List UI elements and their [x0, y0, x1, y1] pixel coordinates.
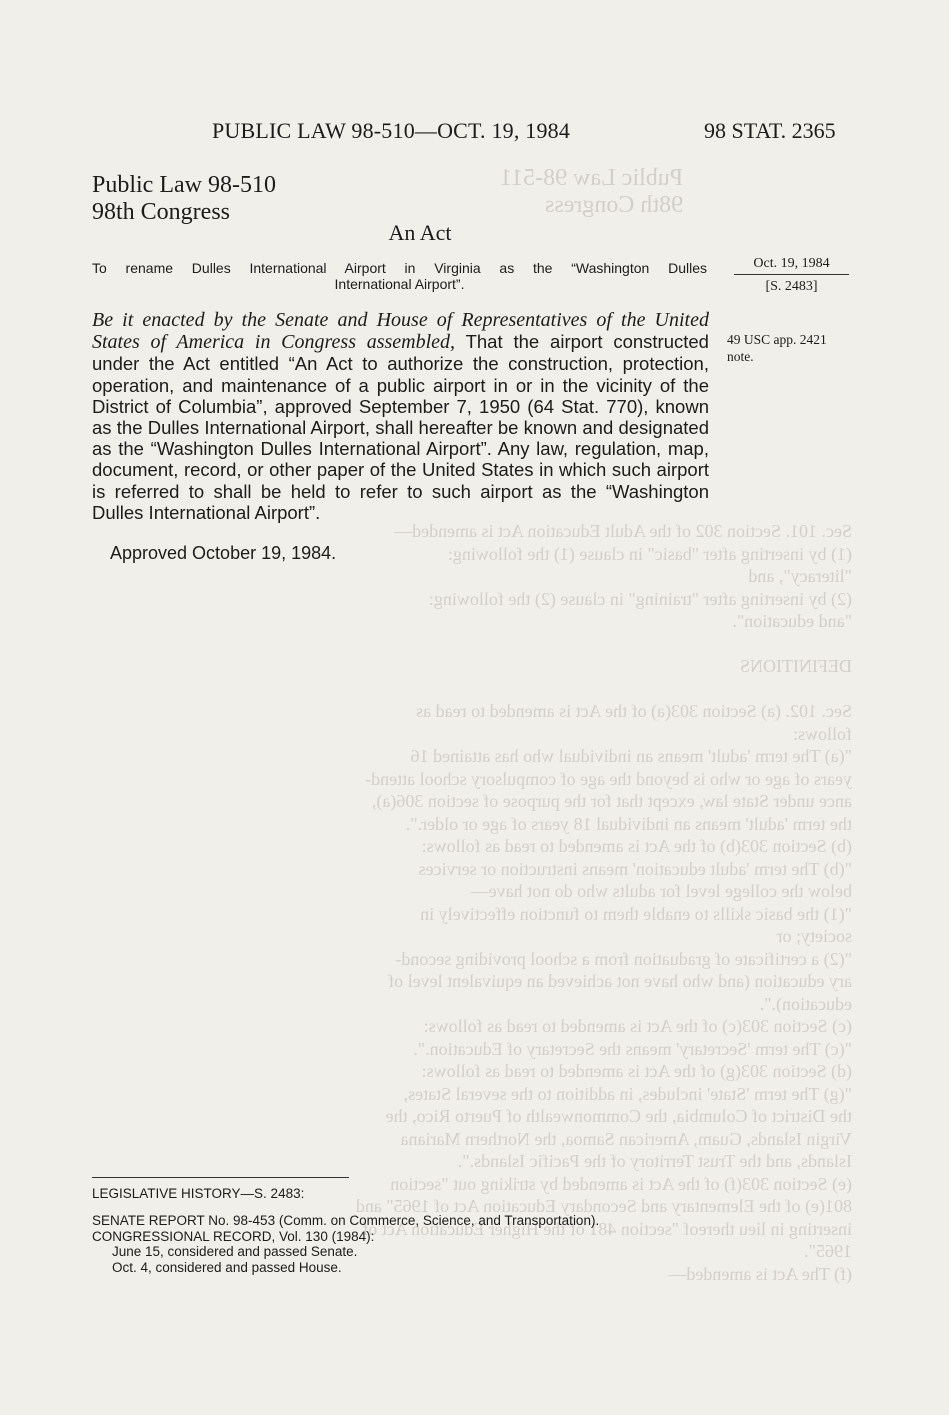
footnote-rule — [92, 1177, 349, 1178]
act-title — [92, 260, 707, 292]
congressional-record: CONGRESSIONAL RECORD, Vol. 130 (1984): — [92, 1228, 375, 1244]
margin-note-citation — [727, 331, 827, 365]
act-title-line-1: To rename Dulles International Airport in Virginia as the “Washington Dulles — [92, 260, 707, 276]
usc-citation: 49 USC app. 2421 — [727, 332, 827, 347]
enactment-date: Oct. 19, 1984 — [734, 256, 849, 275]
legislative-history-title: LEGISLATIVE HISTORY—S. 2483: — [92, 1186, 305, 1201]
act-text: That the airport constructed under the Act entitled “An Act to authorize the construction, protection, operation, and maintenance of a public airport in or in the vicinity of the District of Columbia”, approved September 7, 1950 (64 Stat. 770), known as the Dulles International Airport, shall hereafter be known and designated as the “Washington Dulles International Airport”. Any law, regulation, map, document, record, or other paper of the United States in which such airport is referred to shall be held to refer to such airport as the “Washington Dulles International Airport”. — [92, 331, 709, 523]
act-title-line-2: International Airport”. — [334, 276, 465, 292]
senate-report: SENATE REPORT No. 98-453 (Comm. on Commerce, Science, and Transportation). — [92, 1213, 600, 1228]
bill-number: [S. 2483] — [765, 279, 818, 294]
public-law-number: Public Law 98-510 — [92, 172, 276, 198]
legislative-history — [92, 1213, 599, 1275]
usc-citation-note: note. — [727, 349, 754, 364]
act-body — [92, 309, 709, 523]
history-entry: June 15, considered and passed Senate. — [112, 1244, 358, 1259]
an-act-heading: An Act — [388, 220, 452, 245]
enacting-clause: Be it enacted by the Senate and House of Representatives of the United States of America in Congress assembled, — [92, 309, 709, 354]
congress-number: 98th Congress — [92, 199, 230, 225]
statute-page-number: 98 STAT. 2365 — [704, 118, 836, 143]
law-designation — [92, 172, 276, 226]
history-entry: Oct. 4, considered and passed House. — [112, 1259, 342, 1275]
approval-line: Approved October 19, 1984. — [110, 543, 337, 563]
margin-note-date — [734, 256, 849, 295]
running-header: PUBLIC LAW 98-510—OCT. 19, 1984 — [212, 118, 571, 143]
document-page: Sec. 101. Section 302 of the Adult Education Act is amended— (1) by inserting after "basic" in clause (1) the following: "literacy", and (2) by inserting after "training" in clause (2) the following: "and education". DEFINITIONS Sec. 102. (a) Section 303(a) of the Act is amended to read as follows: "(a) The term 'adult' means an individual who has attained 16 years of age or who is beyond the age of compulsory school attend- ance under State law, except that for the purpose of section 306(a), the term 'adult' means an individual 18 years of age or older.". (b) Section 303(b) of the Act is amended to read as follows: "(b) The term 'adult education' means instruction or services below the college level for adults who do not have— "(1) the basic skills to enable them to function effectively in society; or "(2) a certificate of graduation from a school providing second- ary education (and who have not achieved an equivalent level of education).". (c) Section 303(c) of the Act is amended to read as follows: "(c) The term 'Secretary' means the Secretary of Education.". (d) Section 303(g) of the Act is amended to read as follows: "(g) The term 'State' includes, in addition to the several States, the District of Columbia, the Commonwealth of Puerto Rico, the Virgin Islands, Guam, American Samoa, the Northern Mariana Islands, and the Trust Territory of the Pacific Islands.". (e) Section 303(f) of the Act is amended by striking out "section 801(e) of the Elementary and Secondary Education Act of 1965" and inserting in lieu thereof "section 481 of the Higher Education Act of 1965". (f) The Act is amended— Public Law 98-511 98th Congress PUBLIC LAW 98-510—OCT. 19, 1984 98 STAT. 2365 Public Law 98-510 98th Congress An Act To rename Dulles International Airport in Virginia as the “Washington Dulles International Airport”. Oct. 19, 1984 [S. 2483] 49 USC app. 2421 note. Be it enacted by the Senate and House of Representatives of the United States of America in Congress assembled, That the airport constructed under the Act entitled “An Act to authorize the construction, protection, operation, and maintenance of a public airport in or in the vicinity of the District of Columbia”, approved September 7, 1950 (64 Stat. 770), known as the Dulles International Airport, shall hereafter be known and designated as the “Washington Dulles International Airport”. Any law, regulation, map, document, record, or other paper of the United States in which such airport is referred to shall be held to refer to such airport as the “Washington Dulles International Airport”. Approved October 19, 1984. LEGISLATIVE HISTORY—S. 2483: SENATE REPORT No. 98-453 (Comm. on Commerce, Science, and Transportation). CONGRESSIONAL RECORD, Vol. 130 (1984): June 15, considered and passed Senate. Oct. 4, considered and passed House. — [0, 0, 949, 1415]
